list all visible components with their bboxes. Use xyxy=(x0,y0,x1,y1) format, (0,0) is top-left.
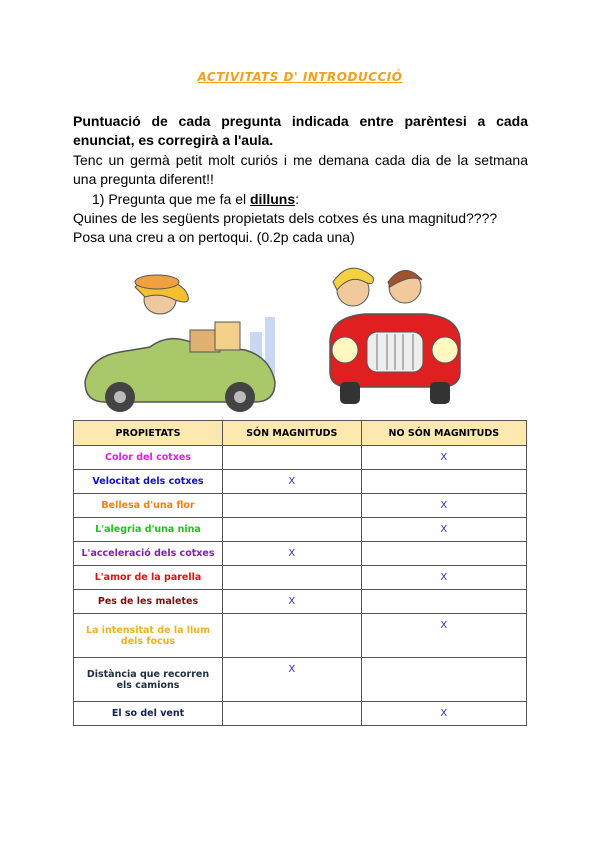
son-cell[interactable]: X xyxy=(223,470,362,494)
property-label: El so del vent xyxy=(74,702,223,726)
question-1-text: Quines de les següents propietats dels cotxes és una magnitud???? xyxy=(73,210,498,226)
son-cell[interactable]: X xyxy=(223,658,362,702)
son-cell[interactable] xyxy=(223,702,362,726)
table-row xyxy=(74,590,527,614)
table-row xyxy=(74,614,527,658)
table-row xyxy=(74,494,527,518)
no-son-cell[interactable] xyxy=(361,658,526,702)
son-cell[interactable]: X xyxy=(223,590,362,614)
question-1 xyxy=(92,190,299,209)
question-1-suffix: : xyxy=(295,191,300,207)
question-1-day: dilluns xyxy=(250,191,296,207)
question-1-prefix: 1) Pregunta que me fa el xyxy=(92,191,250,207)
no-son-cell[interactable]: X xyxy=(361,518,526,542)
no-son-cell[interactable]: X xyxy=(361,702,526,726)
son-cell[interactable] xyxy=(223,494,362,518)
table-row xyxy=(74,542,527,566)
table-header-row xyxy=(74,421,527,446)
property-label: L'amor de la parella xyxy=(74,566,223,590)
no-son-cell[interactable] xyxy=(361,590,526,614)
son-cell[interactable] xyxy=(223,614,362,658)
table-row xyxy=(74,566,527,590)
intro-instructions: Puntuació de cada pregunta indicada entre parèntesi a cada enunciat, es corregirà a l'aula. xyxy=(73,113,528,148)
no-son-cell[interactable]: X xyxy=(361,494,526,518)
table-row xyxy=(74,446,527,470)
property-label: Pes de les maletes xyxy=(74,590,223,614)
no-son-cell[interactable] xyxy=(361,542,526,566)
header-no-son-magnituds: NO SÓN MAGNITUDS xyxy=(361,421,526,446)
property-label: L'acceleració dels cotxes xyxy=(74,542,223,566)
table-row xyxy=(74,702,527,726)
question-1-instruction: Posa una creu a on pertoqui. (0.2p cada una) xyxy=(73,229,355,245)
header-son-magnituds: SÓN MAGNITUDS xyxy=(223,421,362,446)
cars-illustration xyxy=(75,252,525,417)
property-label: Bellesa d'una flor xyxy=(74,494,223,518)
no-son-cell[interactable]: X xyxy=(361,614,526,658)
table-row xyxy=(74,470,527,494)
header-propietats: PROPIETATS xyxy=(74,421,223,446)
property-label: Color del cotxes xyxy=(74,446,223,470)
property-label: La intensitat de la llum dels focus xyxy=(74,614,223,658)
no-son-cell[interactable]: X xyxy=(361,566,526,590)
no-son-cell[interactable] xyxy=(361,470,526,494)
son-cell[interactable]: X xyxy=(223,542,362,566)
son-cell[interactable] xyxy=(223,518,362,542)
table-row xyxy=(74,518,527,542)
green-car-image xyxy=(85,275,275,412)
properties-table xyxy=(73,420,527,726)
property-label: L'alegria d'una nina xyxy=(74,518,223,542)
son-cell[interactable] xyxy=(223,446,362,470)
red-car-image xyxy=(330,268,460,404)
property-label: Distància que recorren els camions xyxy=(74,658,223,702)
page-title: ACTIVITATS D' INTRODUCCIÓ xyxy=(197,70,403,84)
intro-text: Tenc un germà petit molt curiós i me demana cada dia de la setmana una pregunta diferent!! xyxy=(73,152,528,187)
no-son-cell[interactable]: X xyxy=(361,446,526,470)
property-label: Velocitat dels cotxes xyxy=(74,470,223,494)
son-cell[interactable] xyxy=(223,566,362,590)
table-row xyxy=(74,658,527,702)
